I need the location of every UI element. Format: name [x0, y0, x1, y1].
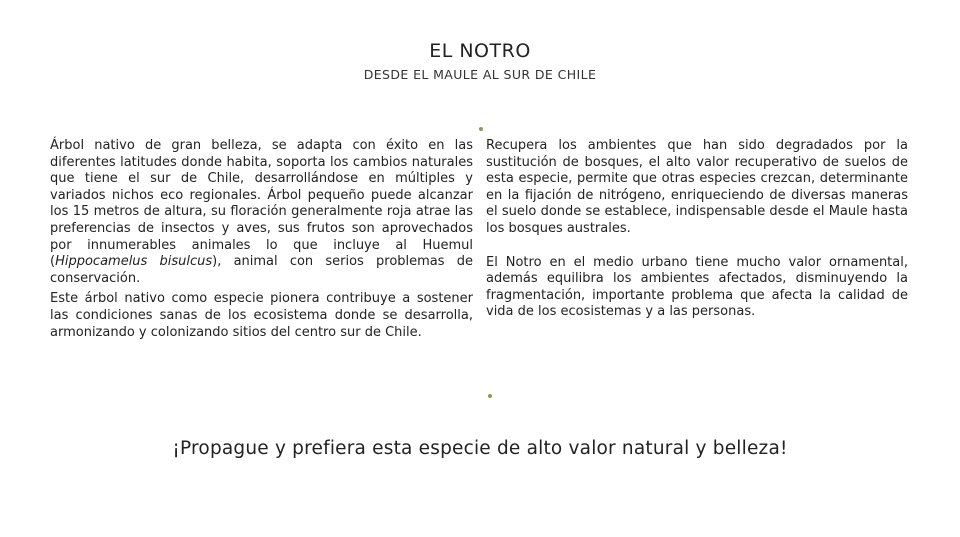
left-text-column [50, 138, 473, 341]
right-paragraph-2: El Notro en el medio urbano tiene mucho valor ornamental, además equilibra los ambientes afectados, disminuyendo la fragmentación, importante problema que afecta la calidad de vida de los ecosistemas y a las personas. [486, 254, 908, 320]
left-paragraph-2: Este árbol nativo como especie pionera contribuye a sostener las condiciones sanas de los ecosistema donde se desarrolla, armonizando y colonizando sitios del centro sur de Chile. [50, 291, 473, 340]
right-paragraph-1: Recupera los ambientes que han sido degradados por la sustitución de bosques, el alto valor recuperativo de suelos de esta especie, permite que otras especies crezcan, determinante en la fijación de nitrógeno, enriqueciendo de diversas maneras el suelo donde se establece, indispensable desde el Maule hasta los bosques australes. [486, 138, 908, 236]
page-subtitle: DESDE EL MAULE AL SUR DE CHILE [363, 67, 597, 82]
right-text-column [486, 138, 908, 321]
bullet-dot-top [479, 127, 483, 131]
page-title: EL NOTRO [429, 40, 531, 62]
species-scientific-name: Hippocamelus bisulcus [55, 254, 213, 270]
bullet-dot-bottom [488, 394, 492, 398]
call-to-action: ¡Propague y prefiera esta especie de alto valor natural y belleza! [172, 438, 788, 459]
left-paragraph-1: Árbol nativo de gran belleza, se adapta con éxito en las diferentes latitudes donde habita, soporta los cambios naturales que tiene el sur de Chile, desarrollándose en múltiples y variados nichos eco regionales. Árbol pequeño puede alcanzar los 15 metros de altura, su floración generalmente roja atrae las preferencias de insectos y aves, sus frutos son aprovechados por innumerables animales lo que incluye al Huemul (Hippocamelus bisulcus), animal con serios problemas de conservación. [50, 138, 473, 286]
